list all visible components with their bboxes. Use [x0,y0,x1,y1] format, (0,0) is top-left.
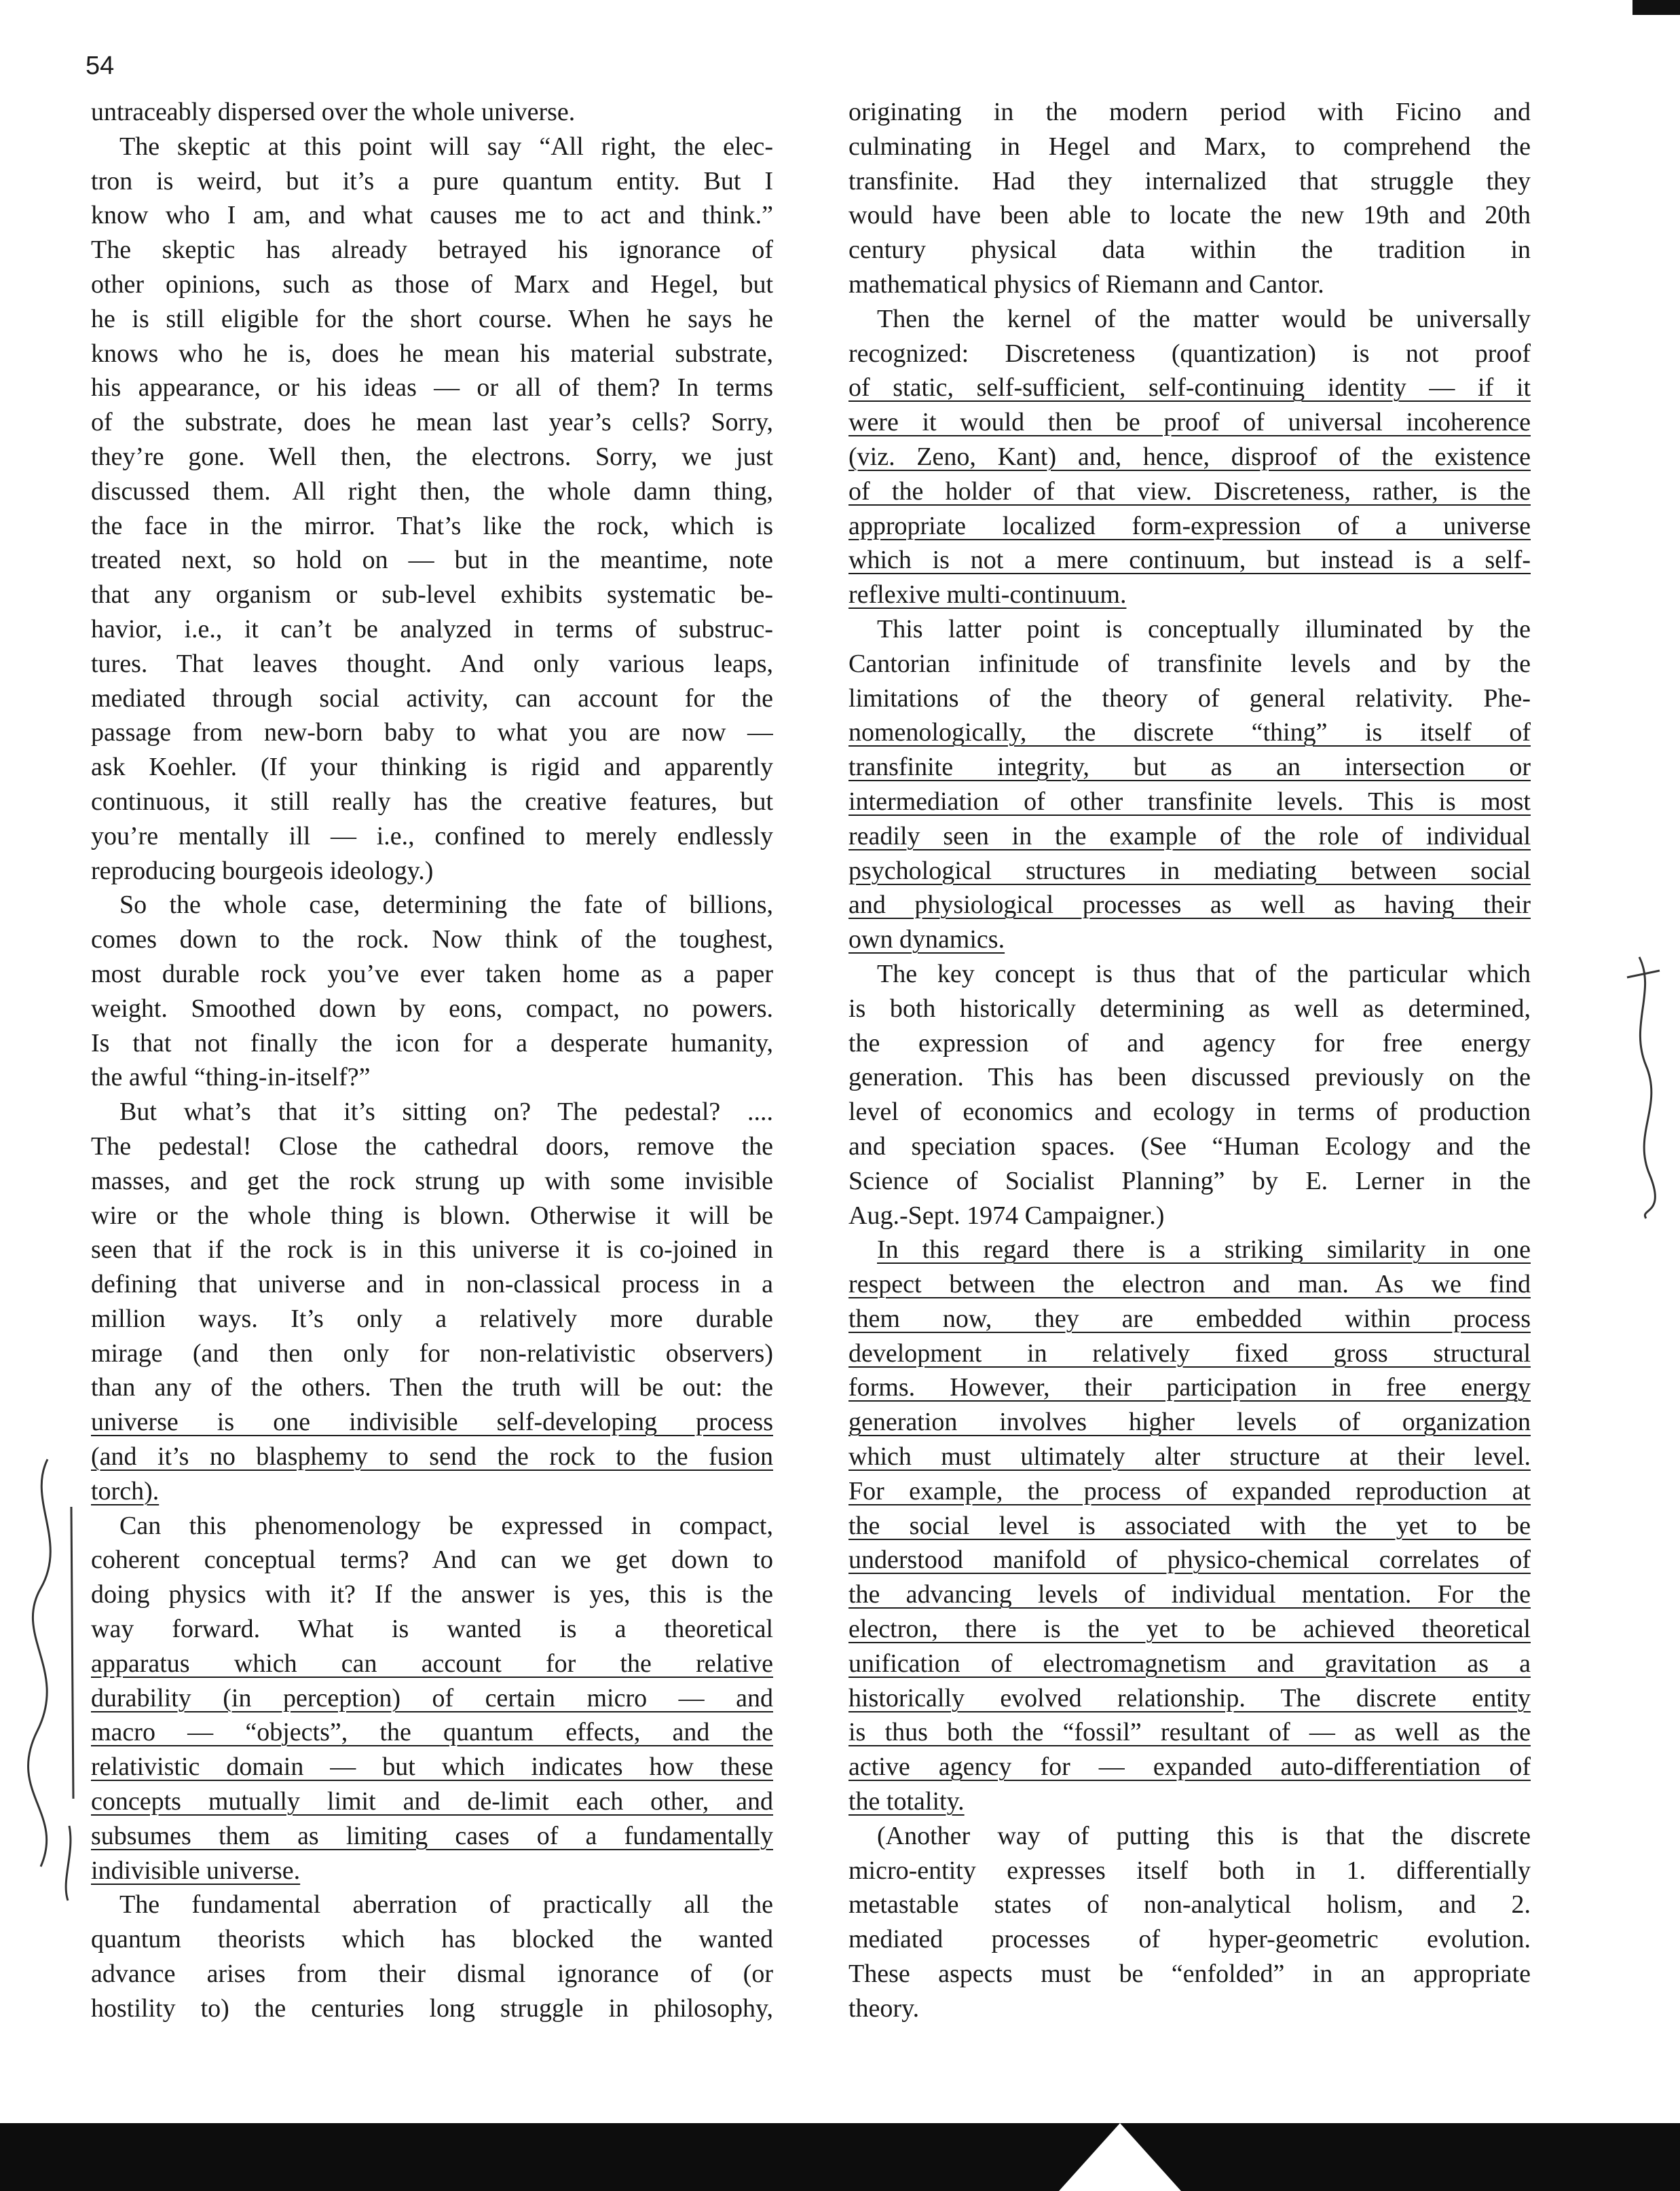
text-line: transfinite integrity, but as an intersection or [848,753,1531,782]
text-line: defining that universe and in non-classical process in a [91,1270,773,1299]
text-line: For example, the process of expanded reproduction at [848,1476,1531,1505]
text-line: way forward. What is wanted is a theoretical [91,1615,773,1644]
text-line: havior, i.e., it can’t be analyzed in terms of substruc- [91,614,773,643]
text-line: discussed them. All right then, the whole damn thing, [91,476,773,506]
text-line: hostility to) the centuries long struggle in philosophy, [91,1993,773,2023]
text-line: the advancing levels of individual mentation. For the [848,1580,1531,1609]
text-line: understood manifold of physico-chemical correlates of [848,1546,1531,1575]
text-line: were it would then be proof of universal incoherence [848,408,1531,437]
text-line: passage from new-born baby to what you are now — [91,718,773,747]
text-line: seen that if the rock is in this universe it is co-joined in [91,1235,773,1265]
text-line: psychological structures in mediating between social [848,856,1531,885]
text-line: which is not a mere continuum, but instead is a self- [848,546,1531,575]
text-line: his appearance, or his ideas — or all of them? In terms [91,373,773,402]
text-line: you’re mentally ill — i.e., confined to merely endlessly [91,821,773,850]
text-line: Cantorian infinitude of transfinite levels and by the [848,649,1531,678]
text-line: The key concept is thus that of the particular which [877,959,1531,988]
text-line: is thus both the “fossil” resultant of — as well as the [848,1718,1531,1747]
text-line: weight. Smoothed down by eons, compact, no powers. [91,994,773,1023]
text-line: he is still eligible for the short course. When he says he [91,304,773,333]
text-line: universe is one indivisible self-developing process [91,1408,773,1437]
text-line: transfinite. Had they internalized that struggle they [848,166,1531,195]
text-line: the expression of and agency for free energy [848,1028,1531,1057]
text-line: macro — “objects”, the quantum effects, and the [91,1718,773,1747]
text-line: relativistic domain — but which indicates how these [91,1753,773,1782]
text-line: tron is weird, but it’s a pure quantum entity. But I [91,166,773,195]
text-line: subsumes them as limiting cases of a fundamentally [91,1821,773,1850]
text-line: of static, self-sufficient, self-continuing identity — if it [848,373,1531,402]
text-line: ask Koehler. (If your thinking is rigid and apparently [91,753,773,782]
text-line: forms. However, their participation in free energy [848,1373,1531,1402]
text-line: they’re gone. Well then, the electrons. Sorry, we just [91,442,773,471]
text-line: concepts mutually limit and de-limit each other, and [91,1787,773,1816]
text-line: electron, there is the yet to be achieved theoretical [848,1615,1531,1644]
text-line: recognized: Discreteness (quantization) is not proof [848,339,1531,368]
text-line: of the substrate, does he mean last year’s cells? Sorry, [91,408,773,437]
text-line: culminating in Hegel and Marx, to comprehend the [848,132,1531,161]
text-line: reflexive multi-continuum. [848,580,1127,610]
text-line: and speciation spaces. (See “Human Ecology and the [848,1131,1531,1161]
text-line: untraceably dispersed over the whole universe. [91,98,576,126]
text-line: reproducing bourgeois ideology.) [91,856,434,885]
text-line: These aspects must be “enfolded” in an appropriate [848,1960,1531,1989]
text-line: The fundamental aberration of practically all the [119,1890,773,1920]
text-line: quantum theorists which has blocked the wanted [91,1925,773,1954]
text-line: apparatus which can account for the relative [91,1649,773,1678]
text-line: the totality. [848,1787,965,1816]
text-line: This latter point is conceptually illuminated by the [877,614,1531,643]
scan-edge-bottom [0,2123,1680,2191]
text-line: them now, they are embedded within process [848,1304,1531,1333]
text-line: theory. [848,1993,920,2023]
text-line: of the holder of that view. Discreteness, rather, is the [848,476,1531,506]
text-line: Then the kernel of the matter would be universally [877,304,1531,333]
text-line: micro-entity expresses itself both in 1. differentially [848,1856,1531,1885]
text-line: historically evolved relationship. The discrete entity [848,1683,1531,1712]
text-line: most durable rock you’ve ever taken home as a paper [91,959,773,988]
text-line: and physiological processes as well as having their [848,891,1531,920]
text-line: comes down to the rock. Now think of the toughest, [91,925,773,954]
text-line: Science of Socialist Planning” by E. Lerner in the [848,1166,1531,1195]
text-line: readily seen in the example of the role of individual [848,821,1531,850]
text-line: is both historically determining as well as determined, [848,994,1531,1023]
text-line: century physical data within the tradition in [848,236,1531,265]
text-line: Aug.-Sept. 1974 Campaigner.) [848,1201,1165,1230]
text-line: know who I am, and what causes me to act and think.” [91,201,773,230]
text-line: the awful “thing-in-itself?” [91,1063,371,1092]
text-line: respect between the electron and man. As we find [848,1270,1531,1299]
text-line: the face in the mirror. That’s like the rock, which is [91,511,773,540]
left-column [91,95,773,2026]
text-line: The pedestal! Close the cathedral doors, remove the [91,1131,773,1161]
text-line: masses, and get the rock strung up with some invisible [91,1166,773,1195]
text-line: which must ultimately alter structure at their level. [848,1442,1531,1472]
handwritten-margin-note-left [20,1446,81,1914]
text-line: generation involves higher levels of organization [848,1408,1531,1437]
text-line: nomenologically, the discrete “thing” is itself of [848,718,1531,747]
handwritten-margin-note-right [1619,950,1673,1222]
text-line: The skeptic at this point will say “All right, the elec- [119,132,773,161]
text-line: other opinions, such as those of Marx and Hegel, but [91,269,773,299]
text-line: treated next, so hold on — but in the meantime, note [91,546,773,575]
right-column [848,95,1531,2026]
text-line: indivisible universe. [91,1856,301,1885]
text-line: than any of the others. Then the truth will be out: the [91,1373,773,1402]
text-line: advance arises from their dismal ignorance of (or [91,1960,773,1989]
text-line: mediated processes of hyper-geometric evolution. [848,1925,1531,1954]
text-line: But what’s that it’s sitting on? The pedestal? .... [119,1098,773,1127]
text-line: mathematical physics of Riemann and Cantor. [848,269,1324,299]
page-number: 54 [86,52,115,80]
text-line: wire or the whole thing is blown. Otherwise it will be [91,1201,773,1230]
text-line: coherent conceptual terms? And can we get down to [91,1546,773,1575]
text-line: continuous, it still really has the creative features, but [91,787,773,816]
text-line: generation. This has been discussed previously on the [848,1063,1531,1092]
text-line: mediated through social activity, can account for the [91,683,773,713]
text-line: would have been able to locate the new 19th and 20th [848,201,1531,230]
text-line: own dynamics. [848,925,1005,954]
text-line: mirage (and then only for non-relativistic observers) [91,1338,773,1368]
text-line: (and it’s no blasphemy to send the rock to the fusion [91,1442,773,1472]
scan-edge-notch [1059,2123,1181,2191]
text-line: limitations of the theory of general relativity. Phe- [848,683,1531,713]
text-line: So the whole case, determining the fate of billions, [119,891,773,920]
text-line: Is that not finally the icon for a desperate humanity, [91,1028,773,1057]
text-line: appropriate localized form-expression of a universe [848,511,1531,540]
text-line: (Another way of putting this is that the discrete [877,1821,1531,1850]
text-line: that any organism or sub-level exhibits systematic be- [91,580,773,610]
text-line: The skeptic has already betrayed his ignorance of [91,236,773,265]
text-line: level of economics and ecology in terms of production [848,1098,1531,1127]
text-line: Can this phenomenology be expressed in compact, [119,1511,773,1540]
text-line: torch). [91,1476,160,1505]
text-line: (viz. Zeno, Kant) and, hence, disproof of the existence [848,442,1531,471]
text-line: active agency for — expanded auto-differentiation of [848,1753,1531,1782]
text-line: intermediation of other transfinite levels. This is most [848,787,1531,816]
text-line: metastable states of non-analytical holism, and 2. [848,1890,1531,1920]
text-line: originating in the modern period with Ficino and [848,98,1531,126]
text-line: the social level is associated with the yet to be [848,1511,1531,1540]
text-line: durability (in perception) of certain micro — and [91,1683,773,1712]
text-line: unification of electromagnetism and gravitation as a [848,1649,1531,1678]
text-line: tures. That leaves thought. And only various leaps, [91,649,773,678]
text-line: In this regard there is a striking similarity in one [877,1235,1531,1265]
text-line: development in relatively fixed gross structural [848,1338,1531,1368]
scan-edge-top [1632,0,1680,15]
text-line: knows who he is, does he mean his material substrate, [91,339,773,368]
text-line: doing physics with it? If the answer is yes, this is the [91,1580,773,1609]
text-line: million ways. It’s only a relatively more durable [91,1304,773,1333]
